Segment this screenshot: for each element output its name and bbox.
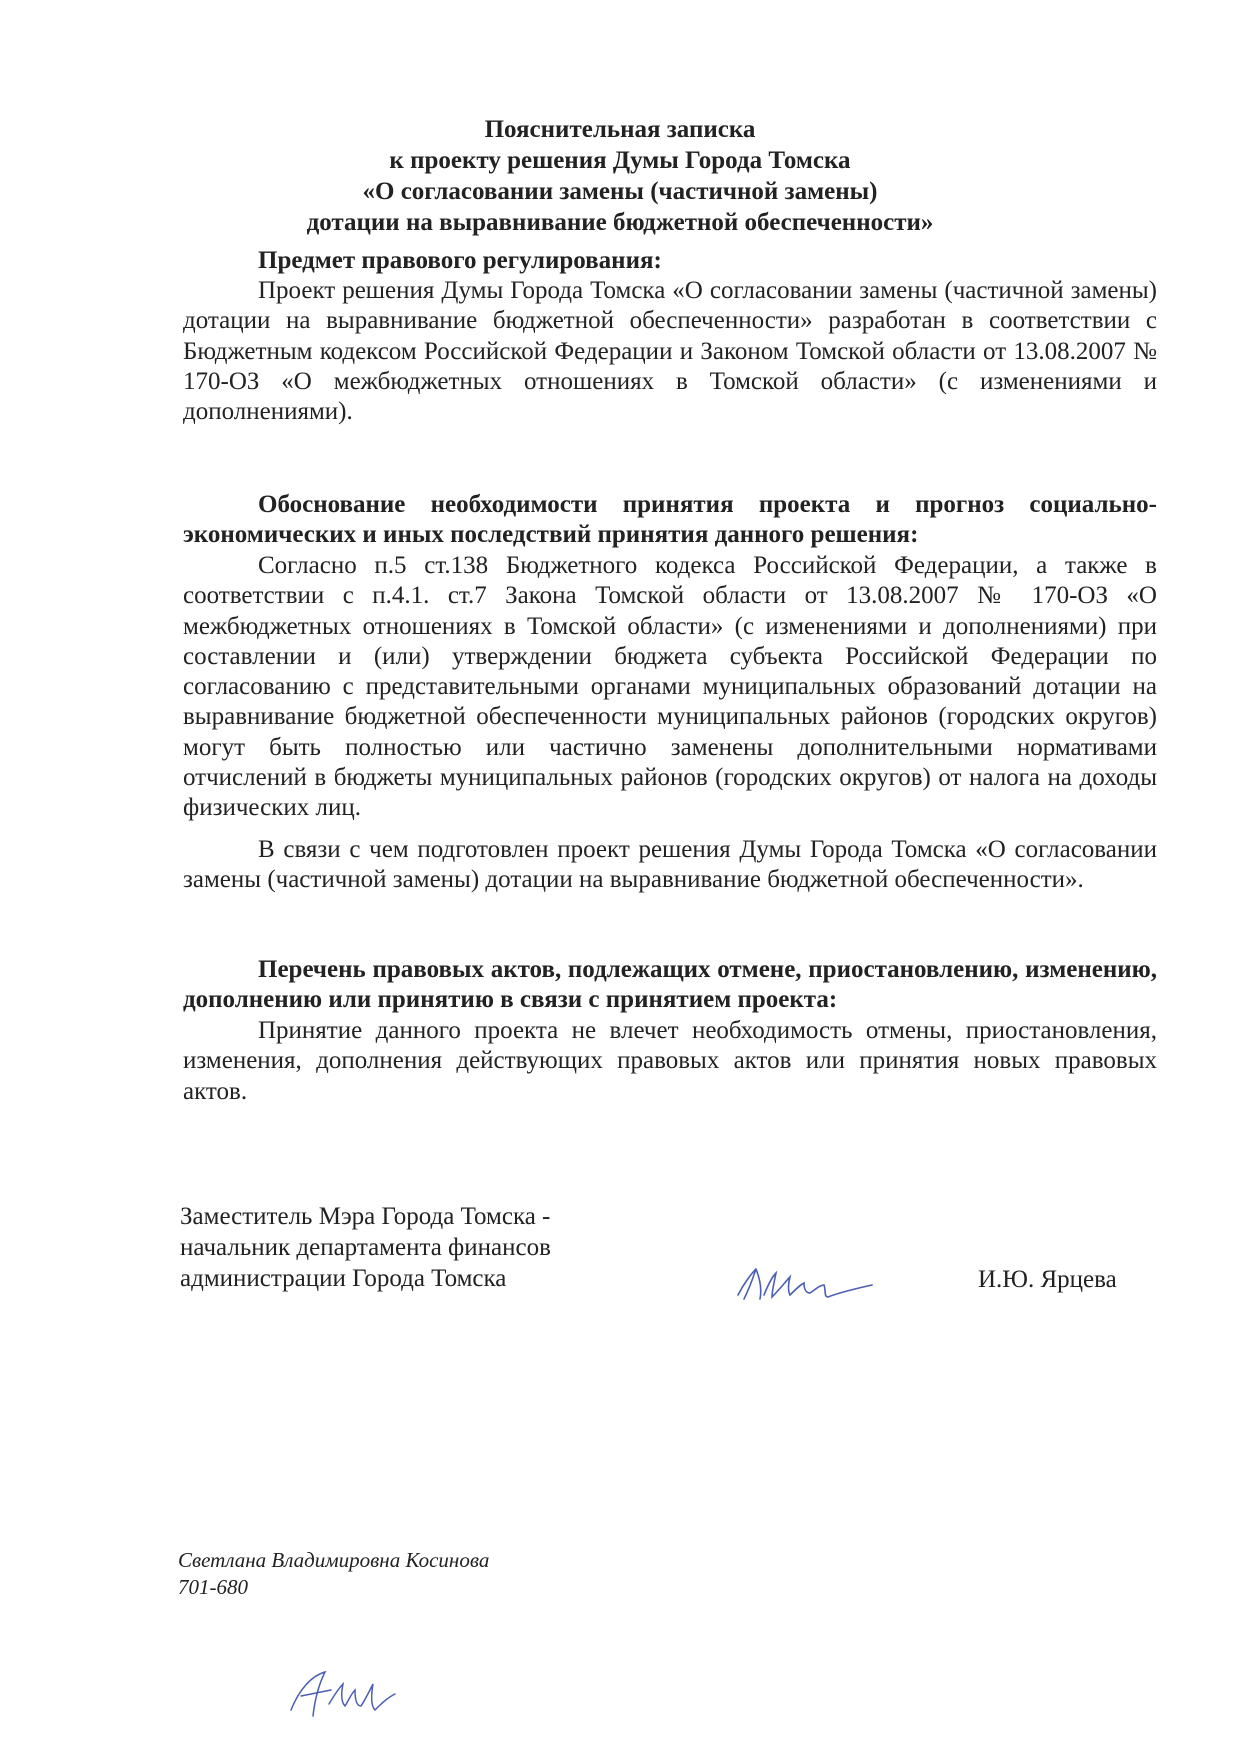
- section2-paragraph-1: Согласно п.5 ст.138 Бюджетного кодекса Российской Федерации, а также в соответствии с п.4.1. ст.7 Закона Томской области от 13.08.2007 № 170-ОЗ «О межбюджетных отношениях в Томской области» (с изменениями и дополнениями) при составлении и (или) утверждении бюджета субъекта Российской Федерации по согласованию с представительными органами муниципальных образований дотации на выравнивание бюджетной обеспеченности муниципальных районов (городских округов) могут быть полностью или частично заменены дополнительными нормативами отчислений в бюджеты муниципальных районов (городских округов) от налога на доходы физических лиц.: [183, 552, 1157, 822]
- signer-position-line: администрации Города Томска: [180, 1265, 507, 1292]
- handwritten-initials: [285, 1660, 415, 1730]
- signer-position-line: Заместитель Мэра Города Томска -: [180, 1203, 551, 1230]
- title-line: к проекту решения Думы Города Томска: [389, 147, 851, 174]
- document-title: [180, 114, 1060, 238]
- section2-heading: Обоснование необходимости принятия проекта и прогноз социально-экономических и иных последствий принятия данного решения:: [183, 491, 1157, 548]
- handwritten-signature: [730, 1255, 880, 1315]
- signer-position: [180, 1201, 551, 1294]
- section1-paragraph: Проект решения Думы Города Томска «О согласовании замены (частичной замены) дотации на выравнивание бюджетной обеспеченности» разработан в соответствии с Бюджетным кодексом Российской Федерации и Законом Томской области от 13.08.2007 № 170-ОЗ «О межбюджетных отношениях в Томской области» (с изменениями и дополнениями).: [183, 277, 1157, 426]
- signer-position-line: начальник департамента финансов: [180, 1234, 551, 1261]
- title-line: «О согласовании замены (частичной замены): [362, 178, 878, 205]
- section3-heading: Перечень правовых актов, подлежащих отмене, приостановлению, изменению, дополнению или принятию в связи с принятием проекта:: [183, 956, 1157, 1013]
- section3-paragraph: Принятие данного проекта не влечет необходимость отмены, приостановления, изменения, дополнения действующих правовых актов или принятия новых правовых актов.: [183, 1017, 1157, 1105]
- contact-info: [178, 1547, 489, 1601]
- section2-paragraph-2: В связи с чем подготовлен проект решения Думы Города Томска «О согласовании замены (частичной замены) дотации на выравнивание бюджетной обеспеченности».: [183, 836, 1157, 894]
- section1-heading: Предмет правового регулирования:: [258, 247, 662, 274]
- contact-phone: 701-680: [178, 1575, 248, 1599]
- title-line: дотации на выравнивание бюджетной обеспеченности»: [306, 209, 934, 236]
- contact-name: Светлана Владимировна Косинова: [178, 1548, 490, 1572]
- signer-name: И.Ю. Ярцева: [978, 1266, 1117, 1293]
- title-line: Пояснительная записка: [484, 116, 756, 143]
